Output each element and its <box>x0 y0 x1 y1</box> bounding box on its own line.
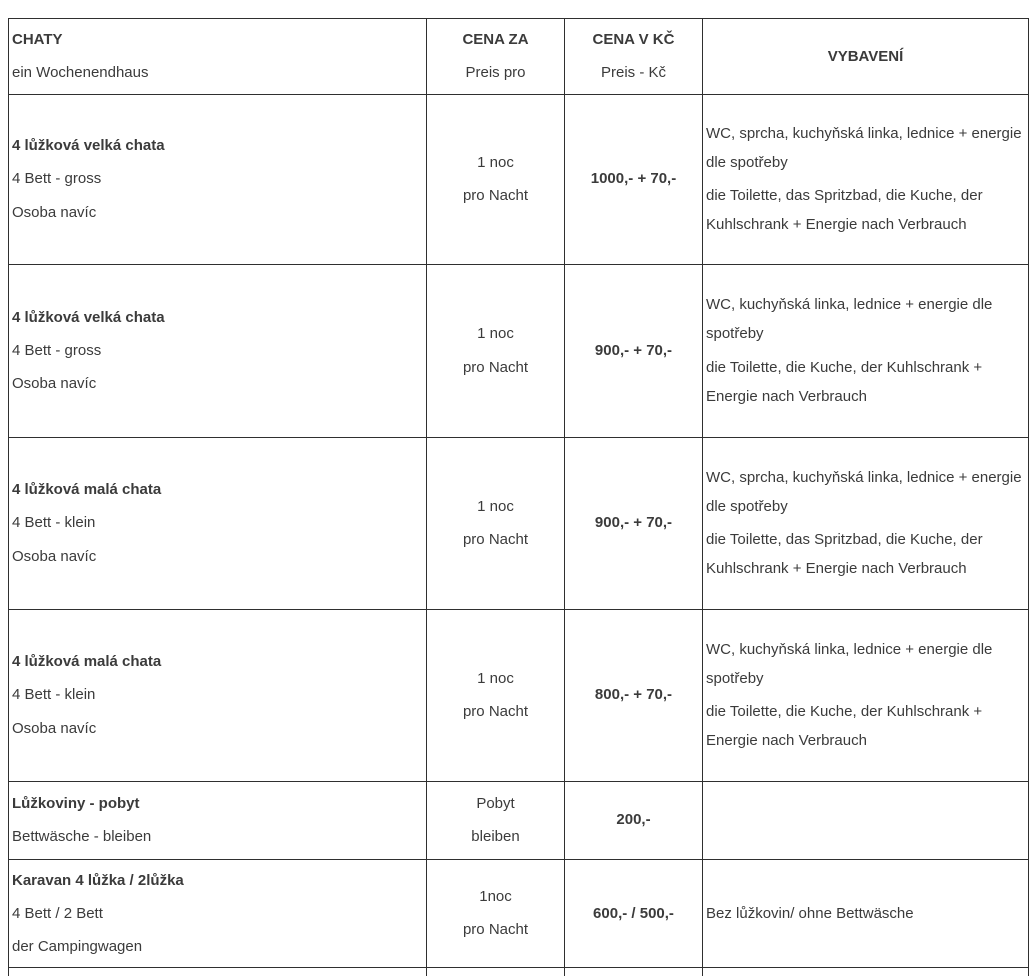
cabin-name-de: Bettwäsche - bleiben <box>12 828 152 845</box>
price-table <box>8 18 1029 976</box>
cabin-name-de: 4 Bett / 2 Bett <box>12 904 103 922</box>
price-value: 600,- / 500,- <box>593 904 674 922</box>
price-per-cz: 1 noc <box>477 669 514 687</box>
price-value: 900,- + 70,- <box>594 341 673 359</box>
header-vybaveni-title: VYBAVENÍ <box>827 47 904 65</box>
cabin-name-extra: Osoba navíc <box>12 719 97 737</box>
equipment-cell <box>703 94 1029 264</box>
header-cena-za-subtitle: Preis pro <box>465 64 526 82</box>
price-per-de: bleiben <box>471 828 520 845</box>
price-value: 900,- + 70,- <box>594 514 673 532</box>
price-per-cell <box>427 437 565 609</box>
equipment-cell <box>703 437 1029 609</box>
price-per-cell <box>427 781 565 859</box>
equipment-cell <box>703 781 1029 859</box>
cabin-name-cz: 4 lůžková velká chata <box>12 137 165 155</box>
cabin-name-cell <box>9 609 427 781</box>
price-value: 800,- + 70,- <box>594 686 673 704</box>
price-cell <box>565 781 703 859</box>
price-per-de: pro Nacht <box>462 187 529 204</box>
price-per-de: pro Nacht <box>462 703 529 720</box>
price-per-cell <box>427 264 565 437</box>
equipment-combined: Bez lůžkovin/ ohne Bettwäsche <box>706 904 914 922</box>
equipment-cz: WC, sprcha, kuchyňská linka, lednice + energie dle spotřeby <box>706 468 1022 515</box>
cabin-name-cz: Karavan 4 lůžka / 2lůžka <box>12 871 184 889</box>
equipment-cell <box>703 609 1029 781</box>
cabin-name-cz: 4 lůžková malá chata <box>12 653 162 671</box>
cabin-name-extra: der Campingwagen <box>12 938 143 955</box>
header-cell-chaty <box>9 19 427 95</box>
table-row-partial <box>9 968 1029 976</box>
cabin-name-de: 4 Bett - gross <box>12 170 102 188</box>
equipment-cell <box>703 968 1029 976</box>
price-per-de: pro Nacht <box>462 358 529 376</box>
equipment-de: die Toilette, das Spritzbad, die Kuche, der Kuhlschrank + Energie nach Verbrauch <box>706 531 983 578</box>
price-per-cell <box>427 968 565 976</box>
price-per-cz: Pobyt <box>476 794 515 812</box>
cabin-name-cz: Lůžkoviny - pobyt <box>12 794 140 812</box>
equipment-de: die Toilette, die Kuche, der Kuhlschrank + Energie nach Verbrauch <box>706 703 983 750</box>
equipment-de: die Toilette, das Spritzbad, die Kuche, der Kuhlschrank + Energie nach Verbrauch <box>706 187 983 234</box>
table-row <box>9 94 1029 264</box>
header-chaty-subtitle: ein Wochenendhaus <box>12 64 149 82</box>
equipment-cell <box>703 859 1029 968</box>
cabin-name-cz: 4 lůžková malá chata <box>12 481 162 499</box>
price-per-cell <box>427 859 565 968</box>
price-per-cell <box>427 94 565 264</box>
table-row <box>9 264 1029 437</box>
price-per-cz: 1 noc <box>477 497 514 515</box>
cabin-name-extra: Osoba navíc <box>12 203 97 221</box>
price-per-cz: 1 noc <box>477 325 514 343</box>
price-cell <box>565 94 703 264</box>
price-per-cell <box>427 609 565 781</box>
price-value: 200,- <box>616 811 651 829</box>
header-cena-v-kc-subtitle: Preis - Kč <box>600 64 666 82</box>
price-per-de: pro Nacht <box>462 921 529 939</box>
price-cell <box>565 437 703 609</box>
header-cell-vybaveni <box>703 19 1029 95</box>
header-cena-za-title: CENA ZA <box>462 31 529 48</box>
cabin-name-cell <box>9 264 427 437</box>
price-per-cz: 1noc <box>479 888 512 906</box>
price-cell <box>565 609 703 781</box>
price-per-cz: 1 noc <box>477 153 514 171</box>
header-cell-cena-za <box>427 19 565 95</box>
price-per-de: pro Nacht <box>462 531 529 548</box>
header-chaty-title: CHATY <box>12 31 63 48</box>
cabin-name-de: 4 Bett - gross <box>12 341 102 359</box>
cabin-name-cell <box>9 94 427 264</box>
cabin-name-cz: 4 lůžková velká chata <box>12 308 165 326</box>
header-cena-v-kc-title: CENA V KČ <box>592 31 675 48</box>
cabin-name-cell <box>9 968 427 976</box>
price-cell <box>565 859 703 968</box>
table-row <box>9 609 1029 781</box>
cabin-name-cell <box>9 437 427 609</box>
equipment-de: die Toilette, die Kuche, der Kuhlschrank + Energie nach Verbrauch <box>706 358 983 405</box>
price-cell <box>565 264 703 437</box>
cabin-name-cell <box>9 859 427 968</box>
table-row <box>9 437 1029 609</box>
cabin-name-extra: Osoba navíc <box>12 375 97 393</box>
equipment-cz: WC, sprcha, kuchyňská linka, lednice + energie dle spotřeby <box>706 124 1022 171</box>
price-value: 1000,- + 70,- <box>590 170 677 188</box>
equipment-cz: WC, kuchyňská linka, lednice + energie dle spotřeby <box>706 640 993 687</box>
cabin-name-cell <box>9 781 427 859</box>
cabin-name-de: 4 Bett - klein <box>12 686 96 704</box>
table-row <box>9 781 1029 859</box>
equipment-cz: WC, kuchyňská linka, lednice + energie dle spotřeby <box>706 296 993 343</box>
equipment-cell <box>703 264 1029 437</box>
price-cell <box>565 968 703 976</box>
cabin-name-de: 4 Bett - klein <box>12 514 96 532</box>
header-row <box>9 19 1029 95</box>
table-row <box>9 859 1029 968</box>
cabin-name-extra: Osoba navíc <box>12 547 97 565</box>
header-cell-cena-v-kc <box>565 19 703 95</box>
